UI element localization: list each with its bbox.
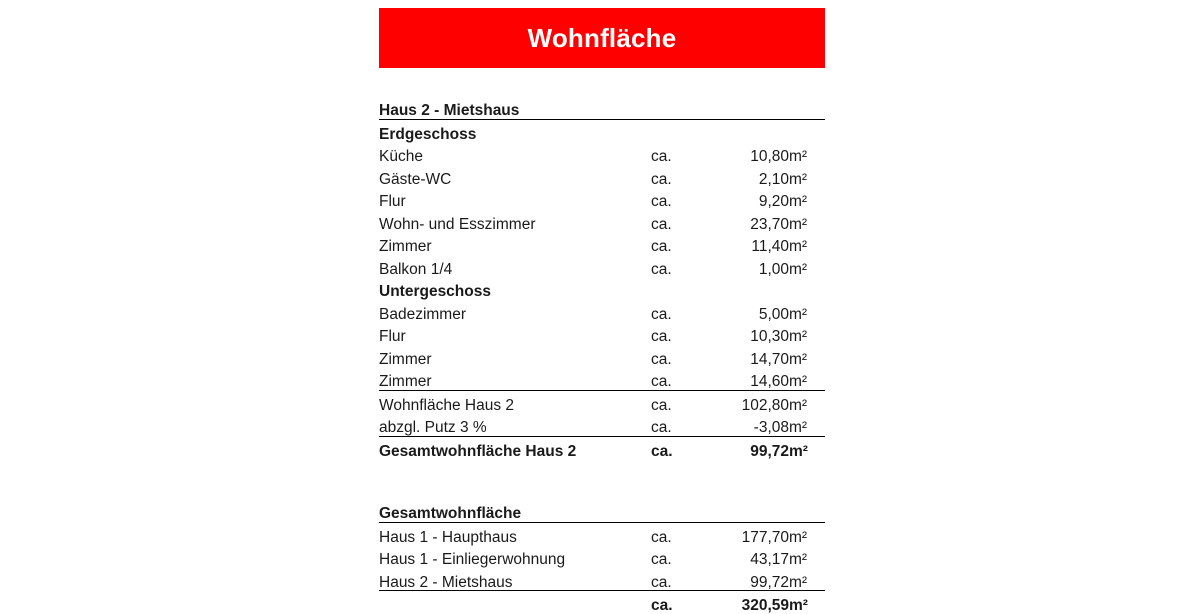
area-value: 1,00 (758, 260, 789, 278)
section-heading-house2: Haus 2 - Mietshaus (379, 96, 651, 119)
table-row (379, 255, 825, 278)
area-value: 5,00 (758, 305, 789, 323)
empty-cell (651, 119, 707, 142)
table-row (379, 187, 825, 210)
area-unit: m² (789, 568, 825, 591)
page-title: Wohnfläche (527, 23, 677, 53)
area-value: 23,70 (750, 215, 789, 233)
deduction-value: -3,08 (707, 413, 789, 436)
area-value: 9,20 (758, 193, 789, 210)
table-row (379, 322, 825, 345)
area-value: 2,10 (758, 170, 789, 188)
area-table-container (379, 96, 825, 614)
table-row-subtotal (379, 390, 825, 413)
living-area-table (379, 96, 825, 614)
area-unit: m² (789, 238, 808, 255)
empty-cell (707, 277, 789, 300)
total-house2-value: 99,72 (750, 442, 789, 460)
room-label: Zimmer (379, 350, 432, 368)
area-unit: m² (789, 442, 808, 460)
building-label: Haus 1 - Einliegerwohnung (379, 551, 566, 568)
room-label: Flur (379, 193, 406, 210)
table-row (379, 568, 825, 591)
total-house2-label: Gesamtwohnfläche Haus 2 (379, 442, 577, 460)
area-unit: m² (789, 367, 825, 390)
area-unit: m² (789, 551, 808, 568)
area-table-body (379, 96, 825, 614)
room-label: Zimmer (379, 367, 651, 390)
subtotal-label: Wohnfläche Haus 2 (379, 396, 514, 414)
building-label: Haus 2 - Mietshaus (379, 568, 651, 591)
table-row (379, 232, 825, 255)
approx-label: ca. (651, 350, 672, 368)
empty-cell (707, 96, 789, 119)
area-value: 43,17 (750, 551, 789, 568)
area-value: 10,30 (750, 328, 789, 345)
grand-total-label (379, 591, 651, 614)
approx-label: ca. (651, 193, 672, 210)
approx-label: ca. (651, 442, 673, 460)
table-row (379, 522, 825, 545)
table-row (379, 165, 825, 188)
room-label: Zimmer (379, 238, 432, 255)
empty-cell (651, 277, 707, 300)
grand-total-value: 320,59 (741, 597, 789, 614)
empty-cell (789, 277, 825, 300)
approx-label: ca. (651, 238, 672, 255)
deduction-label: abzgl. Putz 3 % (379, 413, 651, 436)
table-row-eg-heading (379, 119, 825, 142)
table-row (379, 142, 825, 165)
area-value: 11,40 (751, 238, 789, 255)
room-label: Gäste-WC (379, 170, 452, 188)
room-label: Badezimmer (379, 305, 466, 323)
title-banner (379, 8, 825, 68)
approx-label: ca. (651, 170, 672, 188)
empty-cell (789, 96, 825, 119)
room-label: Wohn- und Esszimmer (379, 215, 536, 233)
area-unit: m² (789, 148, 808, 165)
approx-label: ca. (651, 396, 672, 414)
approx-label: ca. (651, 367, 707, 390)
approx-label: ca. (651, 413, 707, 436)
approx-label: ca. (651, 260, 672, 278)
empty-cell (707, 119, 789, 142)
area-value: 99,72 (707, 568, 789, 591)
area-unit: m² (789, 193, 808, 210)
area-unit: m² (789, 396, 808, 414)
room-label: Balkon 1/4 (379, 260, 453, 278)
approx-label: ca. (651, 305, 672, 323)
subsection-heading-untergeschoss: Untergeschoss (379, 283, 491, 300)
approx-label: ca. (651, 148, 672, 165)
table-row-ug-heading (379, 277, 825, 300)
area-unit: m² (789, 328, 808, 345)
empty-cell (651, 96, 707, 119)
section-spacer (379, 459, 825, 499)
subsection-heading-erdgeschoss: Erdgeschoss (379, 125, 477, 143)
table-row-house2-heading (379, 96, 825, 119)
empty-cell (707, 499, 789, 522)
table-row (379, 210, 825, 233)
room-label: Flur (379, 328, 406, 345)
area-unit: m² (789, 413, 825, 436)
empty-cell (651, 499, 707, 522)
spacer-cell (379, 459, 825, 499)
area-value: 14,60 (707, 367, 789, 390)
area-unit: m² (789, 305, 808, 323)
area-unit: m² (789, 260, 808, 278)
approx-label: ca. (651, 215, 672, 233)
empty-cell (789, 499, 825, 522)
area-unit: m² (789, 528, 808, 546)
approx-label: ca. (651, 597, 673, 614)
area-unit: m² (789, 597, 808, 614)
building-label: Haus 1 - Haupthaus (379, 528, 517, 546)
area-unit: m² (789, 350, 808, 368)
empty-cell (789, 119, 825, 142)
table-row-grand-heading (379, 499, 825, 522)
area-value: 14,70 (750, 350, 789, 368)
table-row (379, 345, 825, 368)
table-row (379, 367, 825, 390)
table-row-deduction (379, 413, 825, 436)
subtotal-value: 102,80 (741, 396, 789, 414)
table-row-grand-total (379, 591, 825, 614)
area-unit: m² (789, 215, 808, 233)
section-heading-gesamtwohnflaeche: Gesamtwohnfläche (379, 499, 651, 522)
approx-label: ca. (651, 528, 672, 546)
table-row (379, 300, 825, 323)
approx-label: ca. (651, 328, 672, 345)
room-label: Küche (379, 148, 423, 165)
approx-label: ca. (651, 551, 672, 568)
table-row (379, 545, 825, 568)
area-value: 177,70 (741, 528, 789, 546)
table-row-total-house2 (379, 436, 825, 459)
approx-label: ca. (651, 568, 707, 591)
area-unit: m² (789, 170, 808, 188)
area-value: 10,80 (750, 148, 789, 165)
